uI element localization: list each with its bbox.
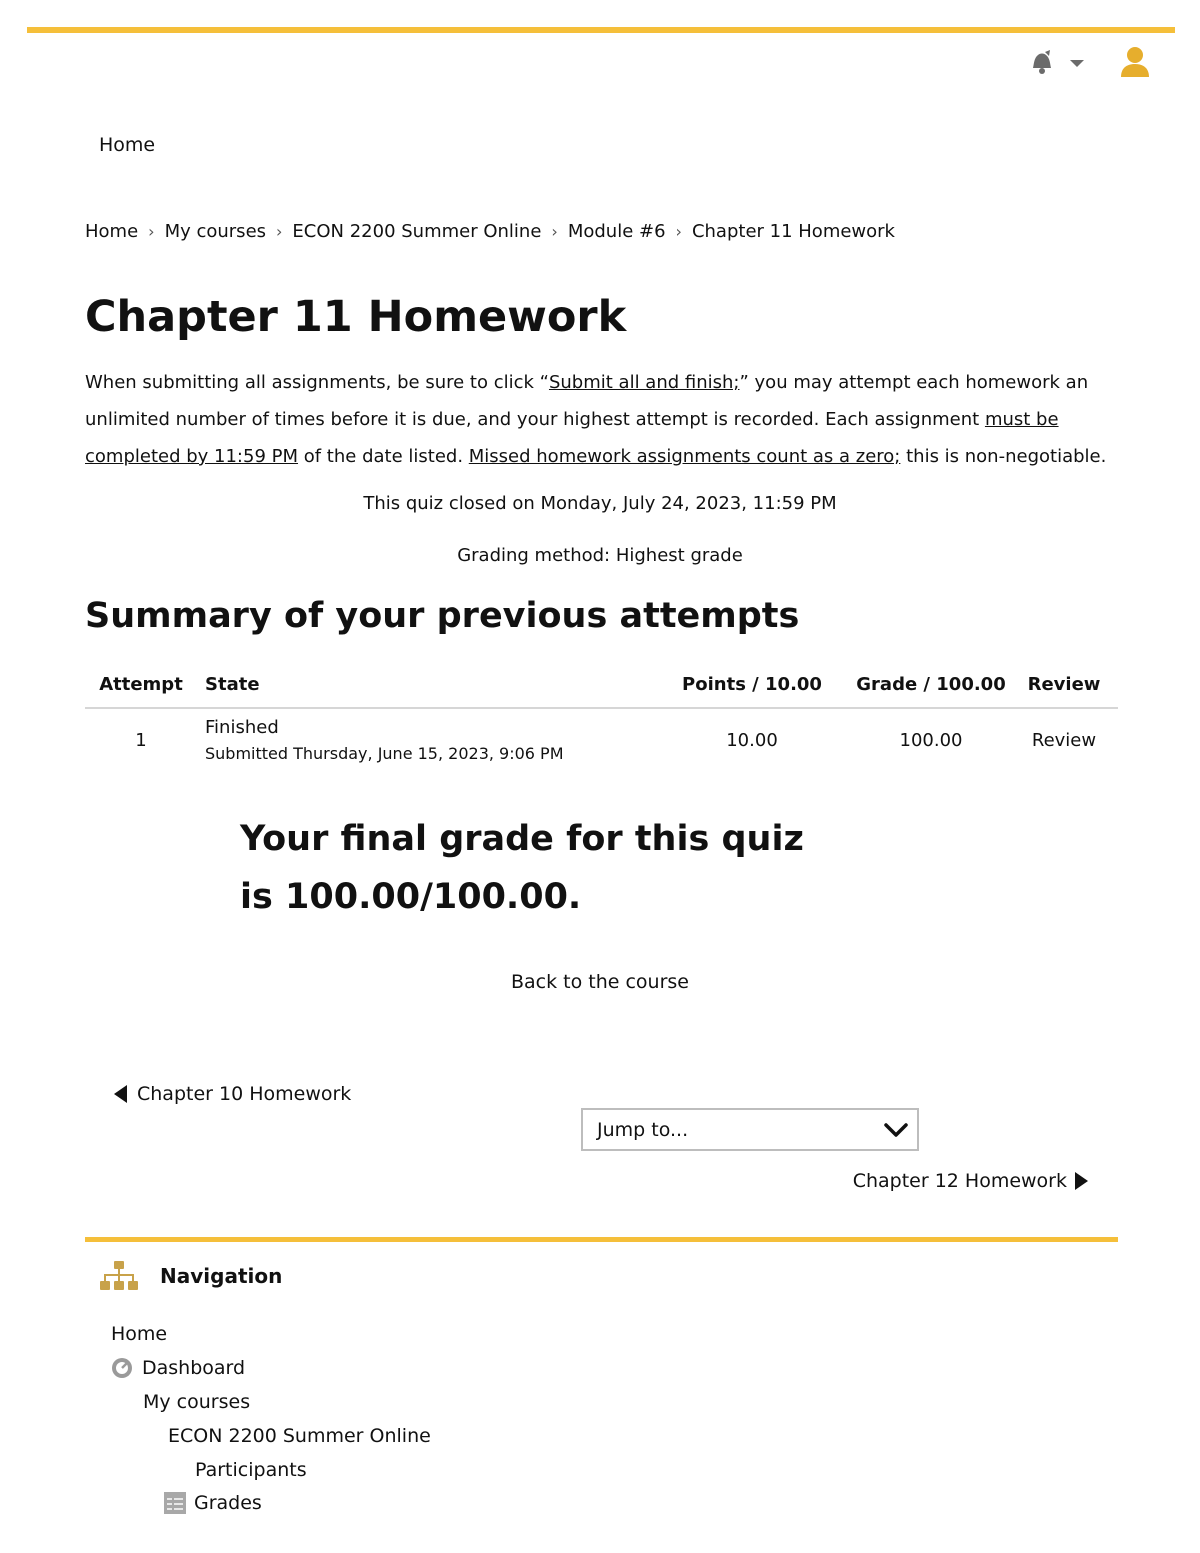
user-avatar-icon[interactable] [1120, 46, 1150, 78]
column-header-grade: Grade / 100.00 [852, 668, 1010, 708]
chevron-down-icon[interactable] [1070, 60, 1084, 67]
table-header-row [85, 668, 1118, 708]
final-grade: Your final grade for this quiz is 100.00/100.00. [240, 819, 804, 917]
grading-method: Grading method: Highest grade [457, 545, 743, 566]
column-header-review: Review [1010, 668, 1118, 708]
top-accent-bar [27, 27, 1175, 33]
intro-missed-text: Missed homework assignments count as a zero; [468, 446, 901, 467]
breadcrumb-item[interactable]: ECON 2200 Summer Online [292, 221, 542, 242]
nav-item-home[interactable]: Home [111, 1323, 168, 1345]
quiz-closed-date: This quiz closed on Monday, July 24, 2023, 11:59 PM [363, 493, 837, 514]
nav-item-participants[interactable]: Participants [195, 1459, 307, 1481]
table-row [85, 708, 1118, 767]
intro-deadline-text: must be completed by 11:59 PM [85, 409, 1059, 467]
chevron-right-icon: › [276, 222, 283, 241]
attempt-state-cell [197, 708, 652, 767]
page-title: Chapter 11 Homework [85, 292, 627, 342]
intro-text: ” you may attempt each homework an unlimited number of times before it is due, and your highest attempt is recorded. Each assignment [85, 372, 1089, 430]
jump-to-select[interactable] [581, 1108, 919, 1151]
nav-item-grades[interactable] [164, 1492, 262, 1514]
nav-item-dashboard[interactable] [111, 1357, 245, 1379]
sitemap-icon [100, 1260, 138, 1292]
breadcrumb [85, 221, 895, 242]
header-home-link[interactable]: Home [99, 134, 156, 156]
attempt-grade: 100.00 [899, 729, 963, 751]
navigation-block-title: Navigation [160, 1264, 283, 1288]
dashboard-icon [111, 1357, 133, 1379]
header-icons [1028, 46, 1150, 78]
intro-submit-text: Submit all and finish; [548, 372, 740, 393]
column-header-points: Points / 10.00 [652, 668, 852, 708]
nav-item-course[interactable]: ECON 2200 Summer Online [168, 1425, 431, 1447]
back-to-course-button[interactable]: Back to the course [510, 971, 689, 993]
prev-activity-link[interactable] [114, 1083, 351, 1105]
next-activity-link[interactable] [853, 1170, 1088, 1192]
prev-activity-label: Chapter 10 Homework [137, 1083, 352, 1105]
breadcrumb-item[interactable]: Home [85, 221, 139, 242]
grades-table-icon [164, 1492, 186, 1514]
notification-bell-icon[interactable] [1028, 48, 1056, 76]
breadcrumb-item[interactable]: Module #6 [567, 221, 666, 242]
attempt-submitted-date: Submitted Thursday, June 15, 2023, 9:06 PM [205, 744, 564, 763]
summary-heading: Summary of your previous attempts [85, 596, 800, 636]
chevron-right-icon: › [148, 222, 155, 241]
chevron-right-icon: › [551, 222, 558, 241]
nav-item-label: Dashboard [142, 1357, 246, 1379]
intro-text: When submitting all assignments, be sure to click “ [85, 372, 549, 393]
intro-text: this is non-negotiable. [900, 446, 1107, 467]
nav-item-my-courses[interactable]: My courses [143, 1391, 251, 1413]
chevron-right-icon: › [675, 222, 682, 241]
review-link[interactable]: Review [1031, 729, 1097, 751]
arrow-right-icon [1075, 1172, 1088, 1190]
column-header-attempt: Attempt [85, 668, 197, 708]
next-activity-label: Chapter 12 Homework [852, 1170, 1067, 1192]
jump-to-value: Jump to... [597, 1118, 689, 1141]
column-header-state: State [197, 668, 652, 708]
navigation-block-header [100, 1260, 282, 1292]
breadcrumb-item[interactable]: My courses [164, 221, 267, 242]
attempt-state: Finished [205, 717, 279, 738]
arrow-left-icon [114, 1085, 127, 1103]
navigation-block-rule [85, 1237, 1118, 1242]
quiz-intro [85, 364, 1125, 475]
breadcrumb-item-current[interactable]: Chapter 11 Homework [691, 221, 895, 242]
nav-item-label: Grades [194, 1492, 262, 1514]
chevron-down-icon [883, 1117, 909, 1143]
intro-text: of the date listed. [298, 446, 469, 467]
attempt-number: 1 [135, 729, 147, 751]
attempt-points: 10.00 [726, 729, 778, 751]
attempts-table [85, 668, 1118, 767]
